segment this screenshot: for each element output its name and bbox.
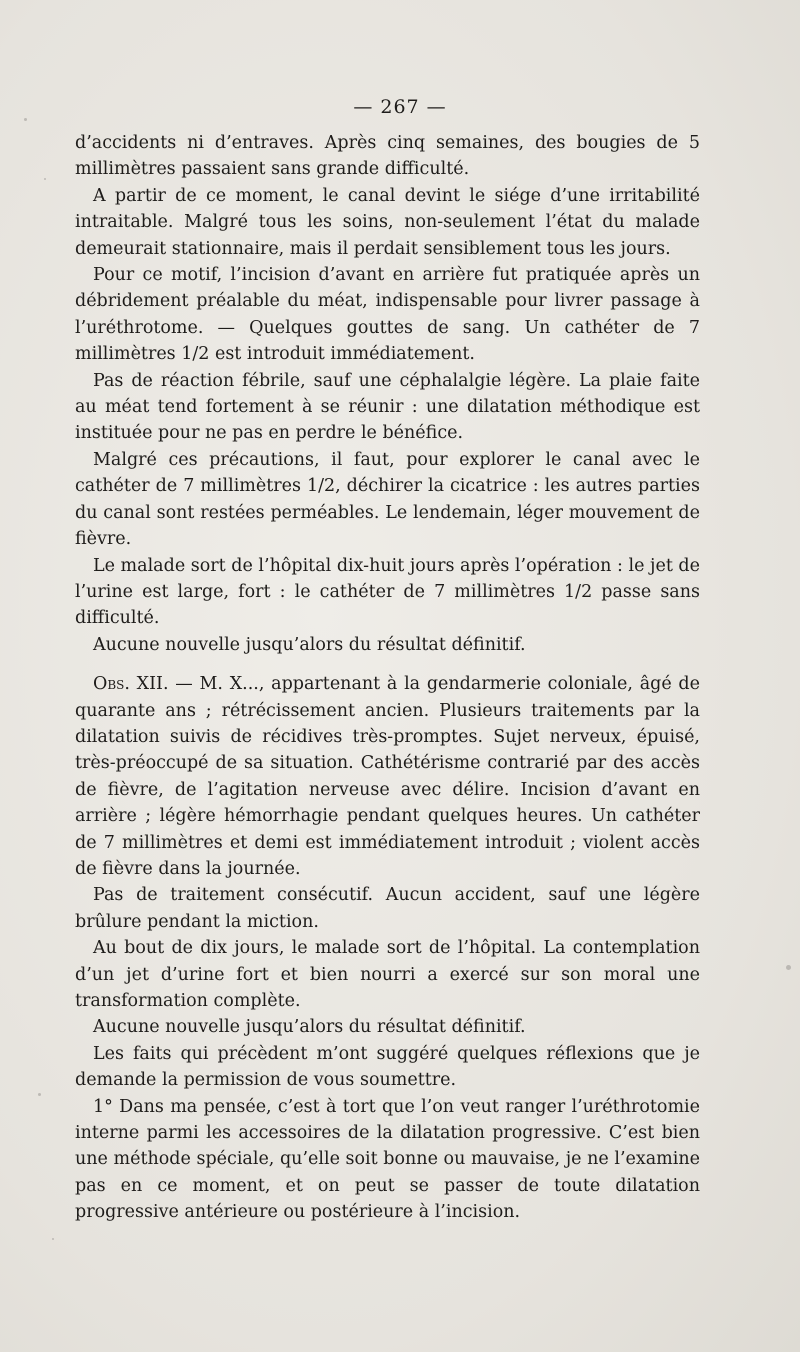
- observation-text: — M. X..., appartenant à la gendarmerie coloniale, âgé de quarante ans ; rétrécissement ancien. Plusieurs traitements par la dilatation suivis de récidives très-promptes. Sujet nerveux, épuisé, très-préoccupé de sa situation. Cathétérisme contrarié par des accès de fièvre, de l’agitation nerveuse avec délire. Incision d’avant en arrière ; légère hémorrhagie pendant quelques heures. Un cathéter de 7 millimètres et demi est immédiatement introduit ; violent accès de fièvre dans la journée.: [75, 674, 700, 879]
- paper-speck: [52, 1238, 54, 1240]
- paragraph-6: Le malade sort de l’hôpital dix-huit jours après l’opération : le jet de l’urine est large, fort : le cathéter de 7 millimètres 1/2 passe sans difficulté.: [75, 555, 700, 629]
- paragraph-11: Les faits qui précèdent m’ont suggéré quelques réflexions que je demande la permission de vous soumettre.: [75, 1043, 700, 1091]
- paper-speck: [24, 118, 27, 121]
- paragraph-8: Pas de traitement consécutif. Aucun accident, sauf une légère brûlure pendant la miction.: [75, 885, 700, 932]
- paragraph-9: Au bout de dix jours, le malade sort de l’hôpital. La contemplation d’un jet d’urine fort et bien nourri a exercé sur son moral une transformation complète.: [75, 938, 700, 1011]
- paper-speck: [44, 178, 46, 180]
- observation-paragraph: [75, 671, 700, 882]
- paragraph-1: d’accidents ni d’entraves. Après cinq semaines, des bougies de 5 millimètres passaient sans grande difficulté.: [75, 133, 700, 180]
- paragraph-12: 1° Dans ma pensée, c’est à tort que l’on veut ranger l’uréthrotomie interne parmi les accessoires de la dilatation progressive. C’est bien une méthode spéciale, qu’elle soit bonne ou mauvaise, je ne l’examine pas en ce moment, et on peut se passer de toute dilatation progressive antérieure ou postérieure à l’incision.: [75, 1096, 700, 1223]
- paragraph-10: Aucune nouvelle jusqu’alors du résultat définitif.: [93, 1017, 526, 1038]
- observation-label: Obs. XII.: [93, 674, 169, 695]
- paragraph-4: Pas de réaction fébrile, sauf une céphalalgie légère. La plaie faite au méat tend fortement à se réunir : une dilatation méthodique est instituée pour ne pas en perdre le bénéfice.: [75, 370, 700, 444]
- paper-speck: [38, 1093, 41, 1096]
- body-text: [75, 130, 700, 1226]
- paragraph-7: Aucune nouvelle jusqu’alors du résultat définitif.: [93, 634, 526, 655]
- paragraph-3: Pour ce motif, l’incision d’avant en arrière fut pratiquée après un débridement préalable du méat, indispensable pour livrer passage à l’uréthrotome. — Quelques gouttes de sang. Un cathéter de 7 millimètres 1/2 est introduit immédiatement.: [75, 265, 700, 365]
- page-number: — 267 —: [353, 96, 447, 118]
- paper-speck: [786, 965, 791, 970]
- paragraph-5: Malgré ces précautions, il faut, pour explorer le canal avec le cathéter de 7 millimètres 1/2, déchirer la cicatrice : les autres parties du canal sont restées perméables. Le lendemain, léger mouvement de fièvre.: [75, 449, 700, 550]
- paragraph-2: A partir de ce moment, le canal devint le siége d’une irritabilité intraitable. Malgré tous les soins, non-seulement l’état du malade demeurait stationnaire, mais il perdait sensiblement tous les jours.: [75, 185, 700, 259]
